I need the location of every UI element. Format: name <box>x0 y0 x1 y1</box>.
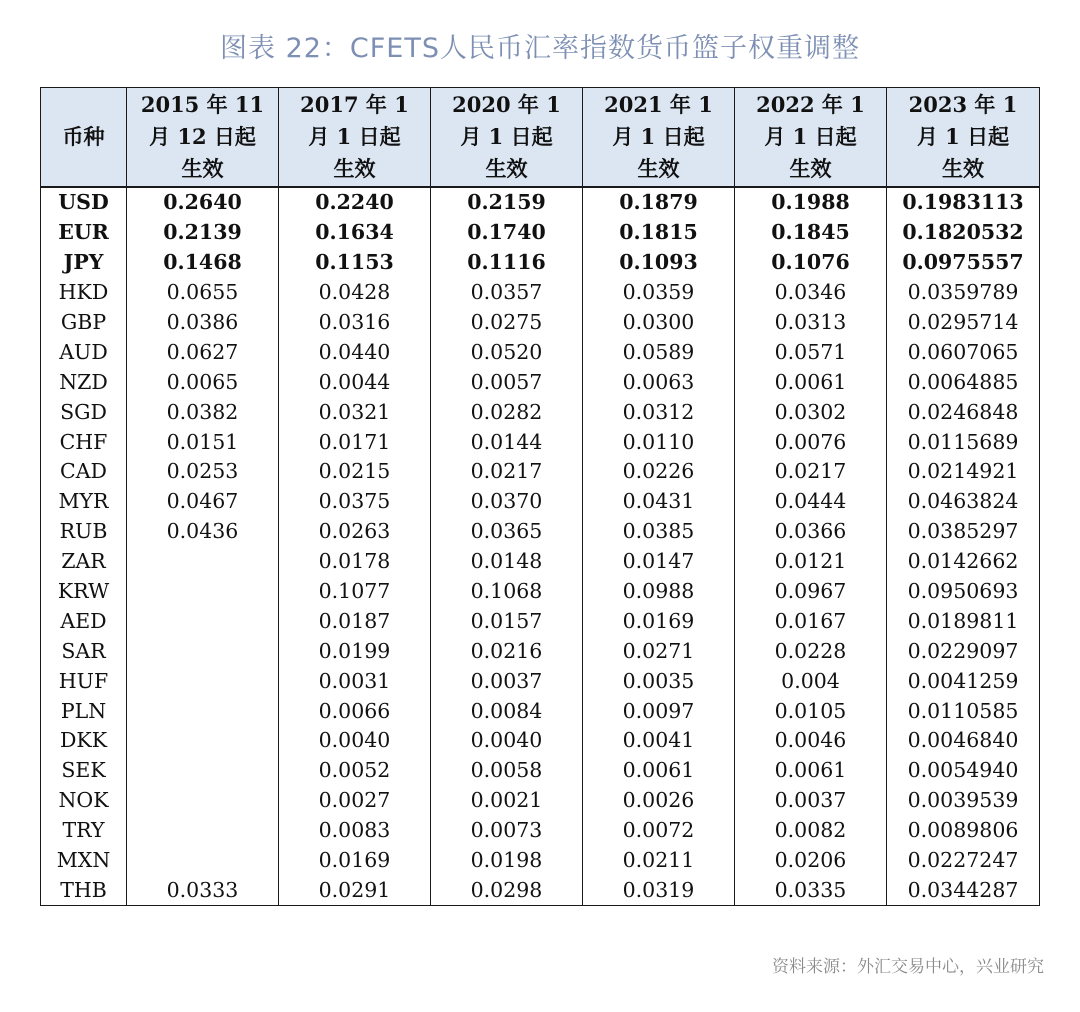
weight-cell: 0.0041 <box>583 726 735 756</box>
weight-cell: 0.0151 <box>127 427 279 457</box>
weight-cell: 0.0178 <box>279 547 431 577</box>
currency-code-cell: PLN <box>41 696 127 726</box>
weight-cell: 0.0216 <box>431 636 583 666</box>
table-row <box>41 457 1040 487</box>
table-row <box>41 517 1040 547</box>
header-period-2 <box>279 88 431 188</box>
weight-cell: 0.0144 <box>431 427 583 457</box>
currency-code-cell: THB <box>41 875 127 905</box>
weight-cell: 0.0975557 <box>887 248 1040 278</box>
weight-cell: 0.0359 <box>583 278 735 308</box>
weight-cell: 0.0066 <box>279 696 431 726</box>
weight-cell: 0.0072 <box>583 816 735 846</box>
weight-cell: 0.1093 <box>583 248 735 278</box>
weight-cell: 0.0198 <box>431 846 583 876</box>
currency-code-cell: KRW <box>41 577 127 607</box>
weight-cell <box>127 846 279 876</box>
currency-code-cell: NOK <box>41 786 127 816</box>
weight-cell <box>127 666 279 696</box>
currency-code-cell: MYR <box>41 487 127 517</box>
header-line: 2022 年 1 <box>756 92 865 117</box>
table-row <box>41 666 1040 696</box>
table-row <box>41 636 1040 666</box>
weight-cell: 0.0105 <box>735 696 887 726</box>
weight-cell: 0.0228 <box>735 636 887 666</box>
weight-cell <box>127 547 279 577</box>
weight-cell: 0.0333 <box>127 875 279 905</box>
table-row <box>41 218 1040 248</box>
header-currency: 币种 <box>41 88 127 188</box>
header-line: 2020 年 1 <box>452 92 561 117</box>
weight-cell: 0.0385297 <box>887 517 1040 547</box>
weight-cell: 0.0044 <box>279 367 431 397</box>
weight-cell: 0.0302 <box>735 397 887 427</box>
header-line: 生效 <box>789 156 832 181</box>
weight-cell: 0.0021 <box>431 786 583 816</box>
currency-code-cell: ZAR <box>41 547 127 577</box>
currency-code-cell: CHF <box>41 427 127 457</box>
weight-cell: 0.1153 <box>279 248 431 278</box>
weight-cell: 0.0300 <box>583 308 735 338</box>
weight-cell: 0.0083 <box>279 816 431 846</box>
weight-cell: 0.1076 <box>735 248 887 278</box>
weight-cell: 0.0061 <box>583 756 735 786</box>
weight-cell: 0.2640 <box>127 187 279 218</box>
weight-cell: 0.0321 <box>279 397 431 427</box>
weight-cell: 0.0061 <box>735 367 887 397</box>
currency-code-cell: NZD <box>41 367 127 397</box>
weight-cell <box>127 756 279 786</box>
weight-cell: 0.0375 <box>279 487 431 517</box>
weight-cell: 0.0359789 <box>887 278 1040 308</box>
weight-cell: 0.004 <box>735 666 887 696</box>
weight-cell: 0.0312 <box>583 397 735 427</box>
weight-cell: 0.0229097 <box>887 636 1040 666</box>
header-line: 月 1 日起 <box>460 124 553 149</box>
table-row <box>41 487 1040 517</box>
weight-cell: 0.0357 <box>431 278 583 308</box>
weight-cell <box>127 636 279 666</box>
weight-cell: 0.0063 <box>583 367 735 397</box>
weight-cell: 0.0157 <box>431 606 583 636</box>
weight-cell: 0.0189811 <box>887 606 1040 636</box>
currency-code-cell: HUF <box>41 666 127 696</box>
weight-cell: 0.0027 <box>279 786 431 816</box>
weight-cell: 0.0026 <box>583 786 735 816</box>
weight-cell: 0.0291 <box>279 875 431 905</box>
weight-cell: 0.0366 <box>735 517 887 547</box>
header-period-3 <box>431 88 583 188</box>
weight-cell: 0.0382 <box>127 397 279 427</box>
weight-cell: 0.0967 <box>735 577 887 607</box>
weight-cell: 0.0520 <box>431 337 583 367</box>
currency-code-cell: SAR <box>41 636 127 666</box>
weight-cell: 0.1634 <box>279 218 431 248</box>
table-body <box>41 187 1040 906</box>
table-row <box>41 308 1040 338</box>
weight-cell: 0.0206 <box>735 846 887 876</box>
header-line: 月 1 日起 <box>612 124 705 149</box>
weight-cell: 0.0037 <box>735 786 887 816</box>
weight-cell: 0.0263 <box>279 517 431 547</box>
weight-cell: 0.1077 <box>279 577 431 607</box>
weight-cell: 0.0061 <box>735 756 887 786</box>
weight-cell: 0.0246848 <box>887 397 1040 427</box>
currency-code-cell: CAD <box>41 457 127 487</box>
header-line: 2015 年 11 <box>140 92 265 117</box>
weight-cell: 0.1983113 <box>887 187 1040 218</box>
weight-cell: 0.0253 <box>127 457 279 487</box>
weight-cell <box>127 786 279 816</box>
weight-cell <box>127 577 279 607</box>
weight-cell: 0.0046840 <box>887 726 1040 756</box>
weight-cell: 0.0110 <box>583 427 735 457</box>
weight-cell: 0.1879 <box>583 187 735 218</box>
weight-cell: 0.0227247 <box>887 846 1040 876</box>
weight-cell: 0.0054940 <box>887 756 1040 786</box>
weight-cell: 0.0058 <box>431 756 583 786</box>
weight-cell: 0.0298 <box>431 875 583 905</box>
weight-cell: 0.0187 <box>279 606 431 636</box>
weight-cell: 0.0627 <box>127 337 279 367</box>
currency-code-cell: HKD <box>41 278 127 308</box>
weight-cell: 0.0217 <box>735 457 887 487</box>
weight-cell: 0.0169 <box>279 846 431 876</box>
header-period-6 <box>887 88 1040 188</box>
weight-cell: 0.0467 <box>127 487 279 517</box>
table-row <box>41 248 1040 278</box>
weight-cell: 0.0040 <box>431 726 583 756</box>
weight-cell: 0.0199 <box>279 636 431 666</box>
weight-cell: 0.2139 <box>127 218 279 248</box>
header-line: 生效 <box>485 156 528 181</box>
header-line: 月 12 日起 <box>149 124 256 149</box>
currency-code-cell: GBP <box>41 308 127 338</box>
weight-cell: 0.0988 <box>583 577 735 607</box>
weight-cell <box>127 606 279 636</box>
weight-cell: 0.0031 <box>279 666 431 696</box>
currency-code-cell: DKK <box>41 726 127 756</box>
header-line: 生效 <box>181 156 224 181</box>
header-line: 月 1 日起 <box>916 124 1010 149</box>
weight-cell: 0.0385 <box>583 517 735 547</box>
weight-cell: 0.0313 <box>735 308 887 338</box>
header-line: 生效 <box>637 156 680 181</box>
weight-cell: 0.0169 <box>583 606 735 636</box>
weight-cell: 0.0444 <box>735 487 887 517</box>
weight-cell: 0.1845 <box>735 218 887 248</box>
weight-cell <box>127 816 279 846</box>
weight-cell: 0.0089806 <box>887 816 1040 846</box>
table-row <box>41 337 1040 367</box>
header-line: 月 1 日起 <box>764 124 857 149</box>
table-row <box>41 726 1040 756</box>
weight-cell: 0.0346 <box>735 278 887 308</box>
weight-cell: 0.0171 <box>279 427 431 457</box>
weight-cell: 0.0607065 <box>887 337 1040 367</box>
weight-cell: 0.0115689 <box>887 427 1040 457</box>
weight-cell: 0.1468 <box>127 248 279 278</box>
weight-cell: 0.0057 <box>431 367 583 397</box>
table-row <box>41 875 1040 905</box>
weight-cell: 0.0370 <box>431 487 583 517</box>
currency-code-cell: JPY <box>41 248 127 278</box>
currency-code-cell: AUD <box>41 337 127 367</box>
weight-cell: 0.0211 <box>583 846 735 876</box>
weight-cell: 0.0295714 <box>887 308 1040 338</box>
figure-title: 图表 22：CFETS人民币汇率指数货币篮子权重调整 <box>219 33 860 64</box>
weight-cell: 0.0365 <box>431 517 583 547</box>
header-line: 月 1 日起 <box>308 124 401 149</box>
header-period-1 <box>127 88 279 188</box>
weight-cell: 0.0148 <box>431 547 583 577</box>
currency-code-cell: SGD <box>41 397 127 427</box>
weight-cell: 0.1740 <box>431 218 583 248</box>
weight-cell: 0.1068 <box>431 577 583 607</box>
weight-cell: 0.0052 <box>279 756 431 786</box>
currency-code-cell: EUR <box>41 218 127 248</box>
weight-cell: 0.0217 <box>431 457 583 487</box>
header-row <box>41 88 1040 188</box>
weight-cell: 0.0282 <box>431 397 583 427</box>
weight-cell: 0.0037 <box>431 666 583 696</box>
table-row <box>41 816 1040 846</box>
header-line: 生效 <box>333 156 376 181</box>
weight-cell: 0.0344287 <box>887 875 1040 905</box>
weight-cell: 0.1116 <box>431 248 583 278</box>
weight-cell <box>127 696 279 726</box>
weight-cell: 0.0065 <box>127 367 279 397</box>
weight-cell: 0.0431 <box>583 487 735 517</box>
weight-cell: 0.2240 <box>279 187 431 218</box>
weight-cell: 0.0046 <box>735 726 887 756</box>
weight-cell: 0.0319 <box>583 875 735 905</box>
weight-cell: 0.0147 <box>583 547 735 577</box>
table-row <box>41 696 1040 726</box>
weight-cell: 0.0040 <box>279 726 431 756</box>
table-row <box>41 846 1040 876</box>
table-row <box>41 367 1040 397</box>
weight-cell <box>127 726 279 756</box>
weight-cell: 0.0110585 <box>887 696 1040 726</box>
weight-cell: 0.0226 <box>583 457 735 487</box>
weight-cell: 0.0167 <box>735 606 887 636</box>
table-row <box>41 397 1040 427</box>
header-line: 生效 <box>942 156 984 181</box>
weight-cell: 0.0271 <box>583 636 735 666</box>
weight-cell: 0.0215 <box>279 457 431 487</box>
table-row <box>41 756 1040 786</box>
currency-code-cell: AED <box>41 606 127 636</box>
currency-code-cell: MXN <box>41 846 127 876</box>
weight-cell: 0.0463824 <box>887 487 1040 517</box>
weight-cell: 0.0073 <box>431 816 583 846</box>
weight-cell: 0.0097 <box>583 696 735 726</box>
header-line: 2023 年 1 <box>908 92 1018 117</box>
table-row <box>41 606 1040 636</box>
weight-cell: 0.0275 <box>431 308 583 338</box>
weight-cell: 0.0142662 <box>887 547 1040 577</box>
weight-cell: 0.0082 <box>735 816 887 846</box>
weight-cell: 0.0335 <box>735 875 887 905</box>
weight-cell: 0.0121 <box>735 547 887 577</box>
weight-cell: 0.0655 <box>127 278 279 308</box>
source-note: 资料来源：外汇交易中心，兴业研究 <box>772 957 1044 977</box>
header-line: 2017 年 1 <box>300 92 409 117</box>
table-row <box>41 427 1040 457</box>
weight-cell: 0.0386 <box>127 308 279 338</box>
currency-code-cell: USD <box>41 187 127 218</box>
weight-cell: 0.0950693 <box>887 577 1040 607</box>
currency-weights-table <box>40 87 1040 906</box>
header-period-5 <box>735 88 887 188</box>
weight-cell: 0.1820532 <box>887 218 1040 248</box>
weight-cell: 0.0084 <box>431 696 583 726</box>
currency-code-cell: SEK <box>41 756 127 786</box>
table-row <box>41 547 1040 577</box>
weight-cell: 0.0041259 <box>887 666 1040 696</box>
weight-cell: 0.0076 <box>735 427 887 457</box>
header-line: 2021 年 1 <box>604 92 713 117</box>
weight-cell: 0.0316 <box>279 308 431 338</box>
weight-cell: 0.0440 <box>279 337 431 367</box>
weight-cell: 0.0214921 <box>887 457 1040 487</box>
table-row <box>41 786 1040 816</box>
weight-cell: 0.2159 <box>431 187 583 218</box>
weight-cell: 0.0436 <box>127 517 279 547</box>
currency-code-cell: RUB <box>41 517 127 547</box>
weight-cell: 0.0039539 <box>887 786 1040 816</box>
weight-cell: 0.0428 <box>279 278 431 308</box>
weight-cell: 0.1988 <box>735 187 887 218</box>
weight-cell: 0.0589 <box>583 337 735 367</box>
header-period-4 <box>583 88 735 188</box>
table-row <box>41 187 1040 218</box>
table-row <box>41 278 1040 308</box>
currency-code-cell: TRY <box>41 816 127 846</box>
weight-cell: 0.1815 <box>583 218 735 248</box>
weight-cell: 0.0571 <box>735 337 887 367</box>
weight-cell: 0.0035 <box>583 666 735 696</box>
weight-cell: 0.0064885 <box>887 367 1040 397</box>
table-row <box>41 577 1040 607</box>
